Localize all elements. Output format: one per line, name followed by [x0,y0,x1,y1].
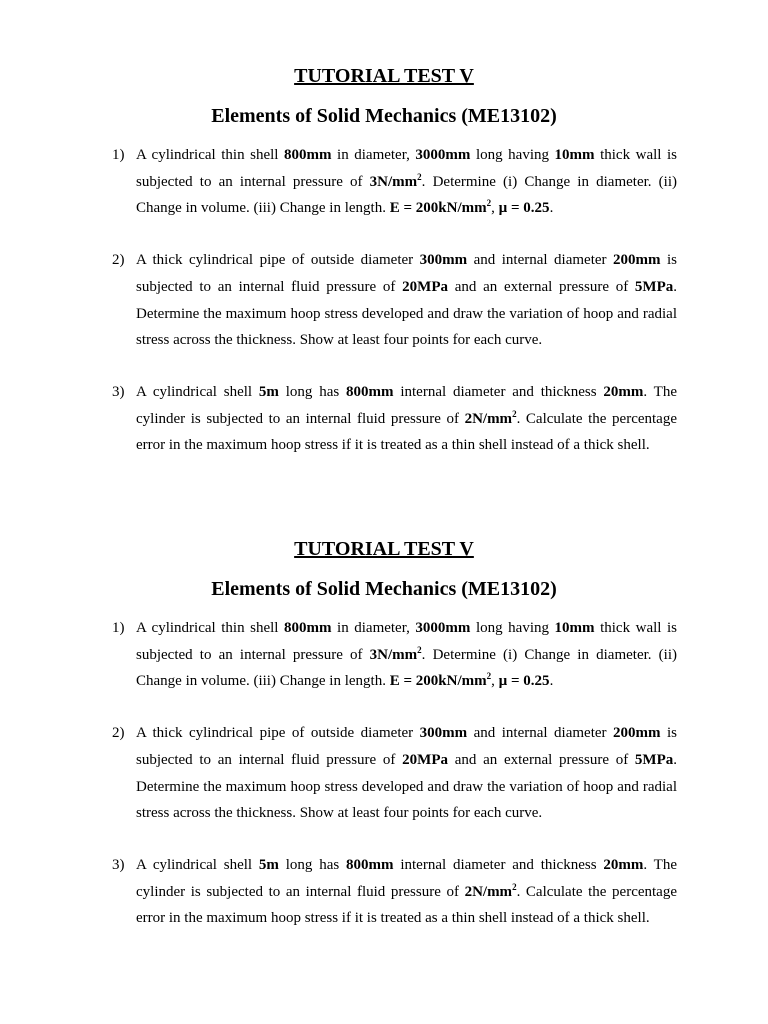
text-run: . The cylinder is subjected to an internal fluid pressure of [136,856,677,900]
text-run: . Determine (i) Change in diameter. (ii) Change in volume. (iii) Change in length. [136,173,677,217]
bold-value: 5MPa [634,278,674,295]
text-run: . The cylinder is subjected to an internal fluid pressure of [136,383,677,427]
question-number: 1) [112,147,125,163]
text-run: and an external pressure of [447,751,635,768]
text-run: internal diameter and thickness [393,383,604,400]
text-run: and an external pressure of [447,278,635,295]
bold-value: 800mm [346,856,394,873]
question-item [112,852,677,932]
bold-value: 10mm [554,620,595,636]
bold-value: 5m [258,856,279,873]
text-run: , [491,200,499,217]
question-number: 3) [112,383,125,400]
text-run: is subjected to an internal fluid pressure of [136,725,677,768]
bold-value: 200mm [613,252,661,269]
tutorial-test-block-1 [0,64,768,459]
bold-value: E = 200kN/mm [389,673,487,690]
text-run: . Determine (i) Change in diameter. (ii) Change in volume. (iii) Change in length. [136,646,677,690]
bold-value: 3N/mm [369,646,418,663]
text-run: , [491,673,499,690]
text-run: and internal diameter [467,725,613,742]
bold-value: 2N/mm [464,883,513,900]
bold-value: 5MPa [634,751,674,768]
bold-value: 20MPa [402,751,448,768]
text-run: thick wall is subjected to an internal pressure of [136,620,677,663]
text-run: internal diameter and thickness [393,856,604,873]
text-run: long has [278,383,347,400]
bold-value: 20MPa [402,278,448,295]
question-item [112,247,677,354]
superscript-exponent: 2 [512,881,517,892]
bold-value: 300mm [419,725,468,742]
text-run: . Calculate the percentage error in the maximum hoop stress if it is treated as a thin shell instead of a thick shell. [136,883,677,927]
course-subtitle: Elements of Solid Mechanics (ME13102) [211,578,557,600]
text-run: . Calculate the percentage error in the maximum hoop stress if it is treated as a thin shell instead of a thick shell. [136,410,677,454]
bold-value: 20mm [603,383,644,400]
question-item [112,142,677,222]
question-item [112,379,677,459]
question-list [0,142,768,459]
text-run: long having [470,620,555,636]
question-number: 2) [112,725,125,742]
test-title: TUTORIAL TEST V [294,538,474,560]
tutorial-test-block-2 [0,537,768,932]
bold-value: µ = 0.25 [498,200,550,217]
text-run: . [549,200,554,217]
question-text [136,147,677,216]
bold-value: E = 200kN/mm [389,200,487,217]
bold-value: 300mm [419,252,468,269]
text-run: thick wall is subjected to an internal pressure of [136,147,677,190]
text-run: A cylindrical shell [136,856,259,873]
bold-value: 5m [258,383,279,400]
bold-value: 3000mm [415,620,471,636]
question-list [0,615,768,932]
text-run: . Determine the maximum hoop stress developed and draw the variation of hoop and radial stress across the thickness. Show at least four points for each curve. [136,278,677,349]
question-item [112,720,677,827]
text-run: . [549,673,554,690]
bold-value: 20mm [603,856,644,873]
text-run: A cylindrical shell [136,383,259,400]
bold-value: 10mm [554,147,595,163]
text-run: A thick cylindrical pipe of outside diameter [136,252,420,269]
question-item [112,615,677,695]
bold-value: 2N/mm [464,410,513,427]
text-run: is subjected to an internal fluid pressure of [136,252,677,295]
text-run: A cylindrical thin shell [136,147,284,163]
question-text [136,620,677,689]
bold-value: 800mm [346,383,394,400]
bold-value: 200mm [613,725,661,742]
bold-value: 3N/mm [369,173,418,190]
text-run: and internal diameter [467,252,613,269]
text-run: in diameter, [331,620,416,636]
bold-value: 3000mm [415,147,471,163]
superscript-exponent: 2 [512,408,517,419]
text-run: A cylindrical thin shell [136,620,284,636]
text-run: long has [278,856,347,873]
question-number: 3) [112,856,125,873]
superscript-exponent: 2 [417,171,422,182]
text-run: long having [470,147,555,163]
superscript-exponent: 2 [486,671,492,682]
text-run: A thick cylindrical pipe of outside diameter [136,725,420,742]
bold-value: µ = 0.25 [498,673,550,690]
question-text [136,857,677,926]
superscript-exponent: 2 [486,198,492,209]
text-run: in diameter, [331,147,416,163]
superscript-exponent: 2 [417,644,422,655]
question-number: 1) [112,620,125,636]
course-subtitle: Elements of Solid Mechanics (ME13102) [211,105,557,127]
text-run: . Determine the maximum hoop stress developed and draw the variation of hoop and radial stress across the thickness. Show at least four points for each curve. [136,751,677,822]
question-text [136,384,677,453]
bold-value: 800mm [283,620,332,636]
test-title: TUTORIAL TEST V [294,65,474,87]
question-number: 2) [112,252,125,269]
question-text [136,252,677,348]
bold-value: 800mm [283,147,332,163]
question-text [136,725,677,821]
